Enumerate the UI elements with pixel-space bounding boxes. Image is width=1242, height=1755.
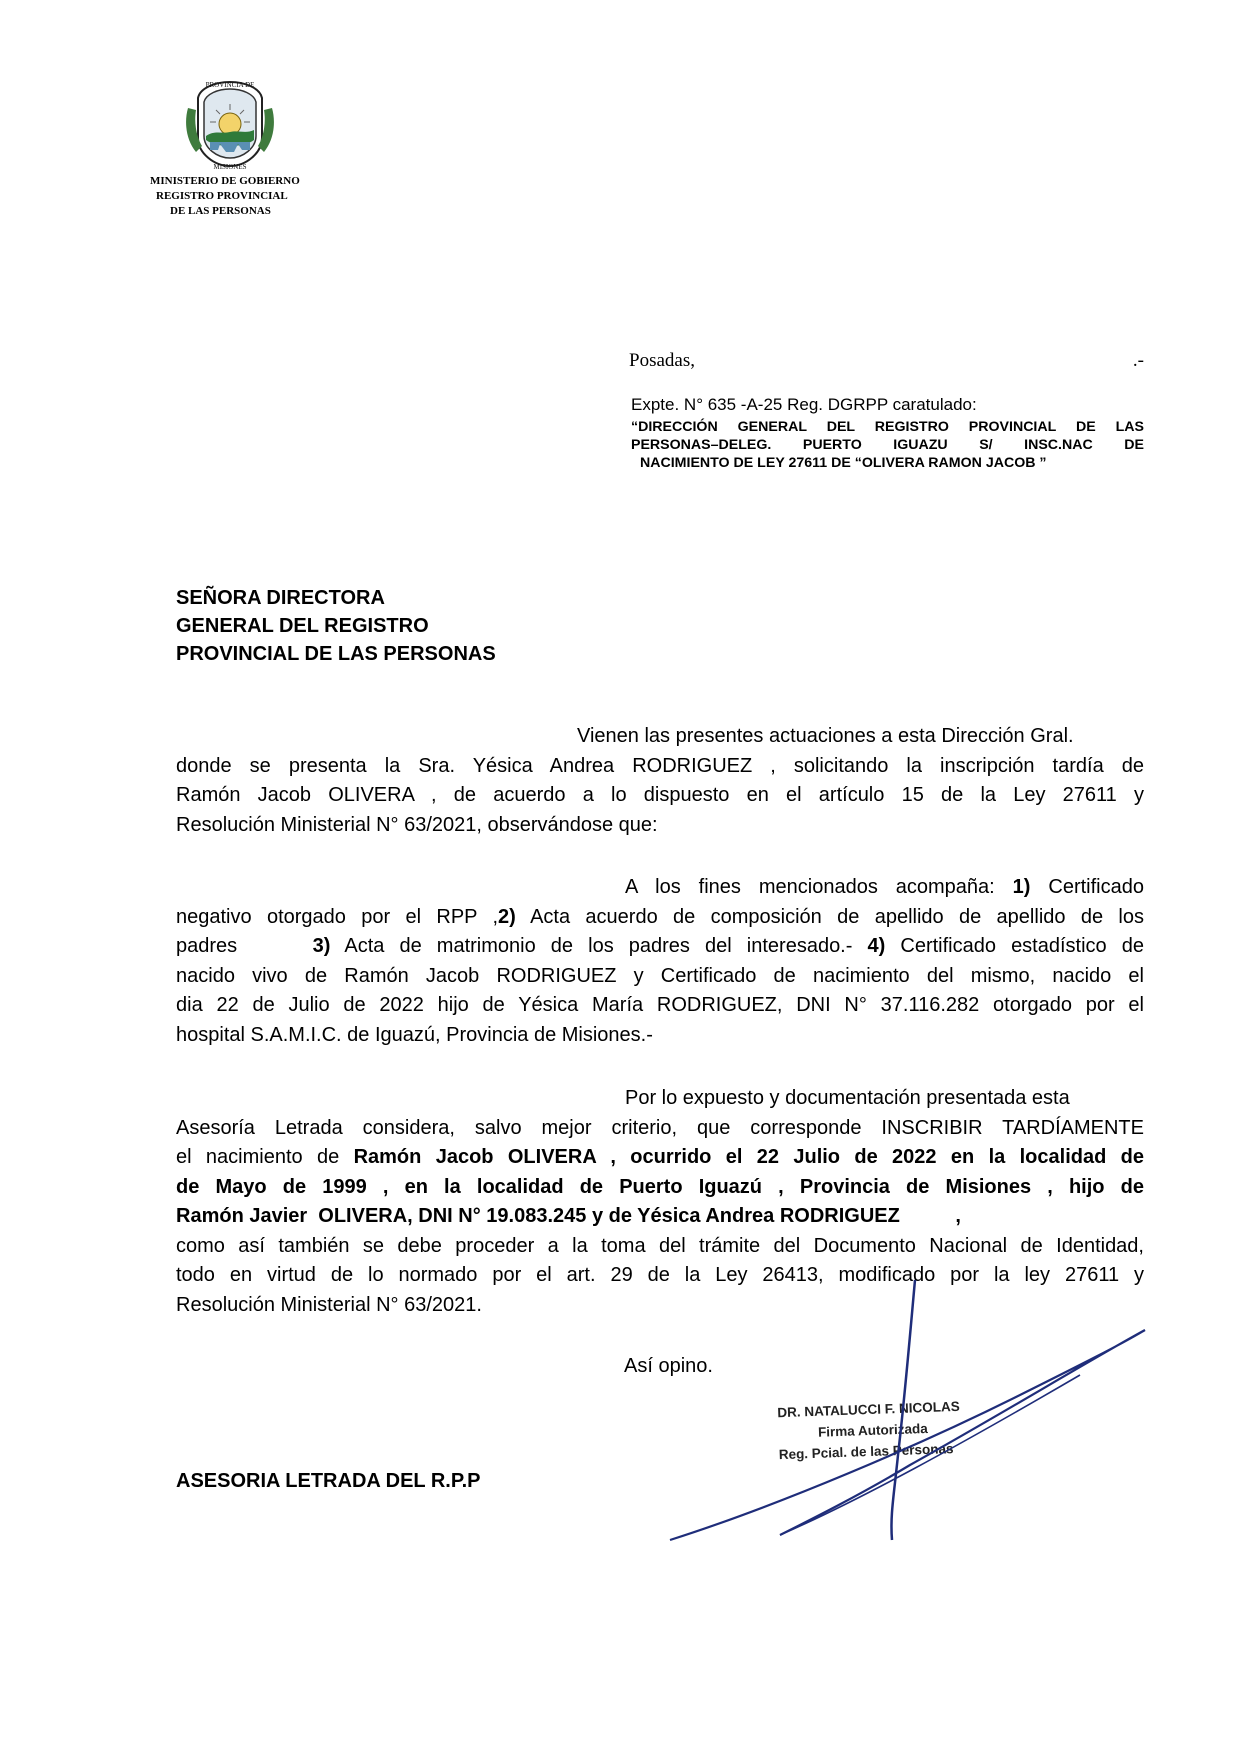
- ministry-header: [150, 174, 350, 219]
- item-number: 3): [312, 935, 331, 957]
- signatory-office: ASESORIA LETRADA DEL R.P.P: [176, 1470, 481, 1492]
- paragraph-2: [176, 873, 1144, 1050]
- caption-line: “DIRECCIÓN GENERAL DEL REGISTRO PROVINCIAL DE LAS: [631, 419, 1144, 435]
- paragraph-line: Vienen las presentes actuaciones a esta Dirección Gral.: [577, 725, 1074, 747]
- handwritten-signature: [660, 1275, 1160, 1555]
- paragraph-line: como así también se debe proceder a la toma del trámite del Documento Nacional de Identidad,: [176, 1234, 1144, 1257]
- seal-bottom-text: MISIONES: [213, 163, 247, 170]
- expediente-caption: [631, 418, 1144, 472]
- text-run: Certificado estadístico de: [885, 935, 1144, 957]
- stamp-line: DR. NATALUCCI F. NICOLAS: [777, 1398, 960, 1421]
- text-run: el nacimiento de: [176, 1146, 354, 1168]
- paragraph-line: Resolución Ministerial N° 63/2021, observándose que:: [176, 813, 658, 836]
- text-run: Certificado: [1030, 876, 1144, 898]
- addressee-line: PROVINCIAL DE LAS PERSONAS: [176, 643, 496, 665]
- paragraph-line: Ramón Javier OLIVERA, DNI N° 19.083.245 y de Yésica Andrea RODRIGUEZ ,: [176, 1205, 961, 1227]
- addressee-line: GENERAL DEL REGISTRO: [176, 615, 429, 637]
- item-number: 2): [498, 905, 516, 928]
- text-run: A los fines mencionados acompaña:: [625, 876, 1013, 898]
- text-run: Acta de matrimonio de los padres del interesado.-: [330, 935, 868, 957]
- paragraph-line: dia 22 de Julio de 2022 hijo de Yésica María RODRIGUEZ, DNI N° 37.116.282 otorgado por el: [176, 994, 1144, 1016]
- seal-top-text: PROVINCIA DE: [205, 81, 255, 89]
- stamp-line: Reg. Pcial. de las Personas: [778, 1441, 954, 1463]
- place-date-line: [629, 350, 1144, 372]
- place-date-suffix: .-: [1132, 350, 1144, 371]
- caption-line: PERSONAS–DELEG. PUERTO IGUAZU S/ INSC.NAC DE: [631, 437, 1144, 453]
- paragraph-line: Resolución Ministerial N° 63/2021.: [176, 1293, 482, 1316]
- stamp-line: Firma Autorizada: [817, 1420, 929, 1440]
- paragraph-line: Ramón Jacob OLIVERA , de acuerdo a lo dispuesto en el artículo 15 de la Ley 27611 y: [176, 784, 1144, 806]
- paragraph-line: Asesoría Letrada considera, salvo mejor criterio, que corresponde INSCRIBIR TARDÍAMENTE: [176, 1116, 1144, 1139]
- paragraph-line: [176, 1143, 1144, 1173]
- place-city: Posadas,: [629, 350, 695, 371]
- text-run-bold: Ramón Jacob OLIVERA , ocurrido el 22 Julio de 2022 en la localidad de: [353, 1146, 1144, 1168]
- ministry-line: DE LAS PERSONAS: [170, 205, 271, 217]
- item-number: 1): [1012, 876, 1031, 898]
- paragraph-line: donde se presenta la Sra. Yésica Andrea RODRIGUEZ , solicitando la inscripción tardía de: [176, 754, 1144, 777]
- paragraph-line: de Mayo de 1999 , en la localidad de Puerto Iguazú , Provincia de Misiones , hijo de: [176, 1175, 1144, 1198]
- closing-text: Así opino.: [624, 1355, 713, 1377]
- caption-line: NACIMIENTO DE LEY 27611 DE “OLIVERA RAMON JACOB ”: [640, 455, 1047, 471]
- addressee-line: SEÑORA DIRECTORA: [176, 587, 385, 609]
- paragraph-line: nacido vivo de Ramón Jacob RODRIGUEZ y Certificado de nacimiento del mismo, nacido el: [176, 964, 1144, 987]
- paragraph-line: Por lo expuesto y documentación presentada esta: [625, 1087, 1070, 1109]
- expediente-reference: Expte. N° 635 -A-25 Reg. DGRPP caratulado:: [631, 395, 977, 414]
- paragraph-1: [176, 722, 1144, 840]
- addressee-block: [176, 584, 496, 668]
- provincial-seal-logo: [180, 78, 280, 170]
- paragraph-line: [176, 873, 1144, 903]
- text-run: padres: [176, 935, 313, 957]
- paragraph-line: todo en virtud de lo normado por el art. 29 de la Ley 26413, modificado por la ley 27611 y: [176, 1264, 1144, 1286]
- text-run: negativo otorgado por el RPP ,: [176, 905, 499, 928]
- text-run: Acta acuerdo de composición de apellido de apellido de los: [515, 905, 1144, 928]
- ministry-line: REGISTRO PROVINCIAL: [156, 190, 288, 202]
- paragraph-line: hospital S.A.M.I.C. de Iguazú, Provincia de Misiones.-: [176, 1023, 653, 1046]
- paragraph-line: [176, 903, 1144, 933]
- item-number: 4): [867, 935, 886, 957]
- ministry-line: MINISTERIO DE GOBIERNO: [150, 175, 300, 187]
- paragraph-line: [176, 932, 1144, 962]
